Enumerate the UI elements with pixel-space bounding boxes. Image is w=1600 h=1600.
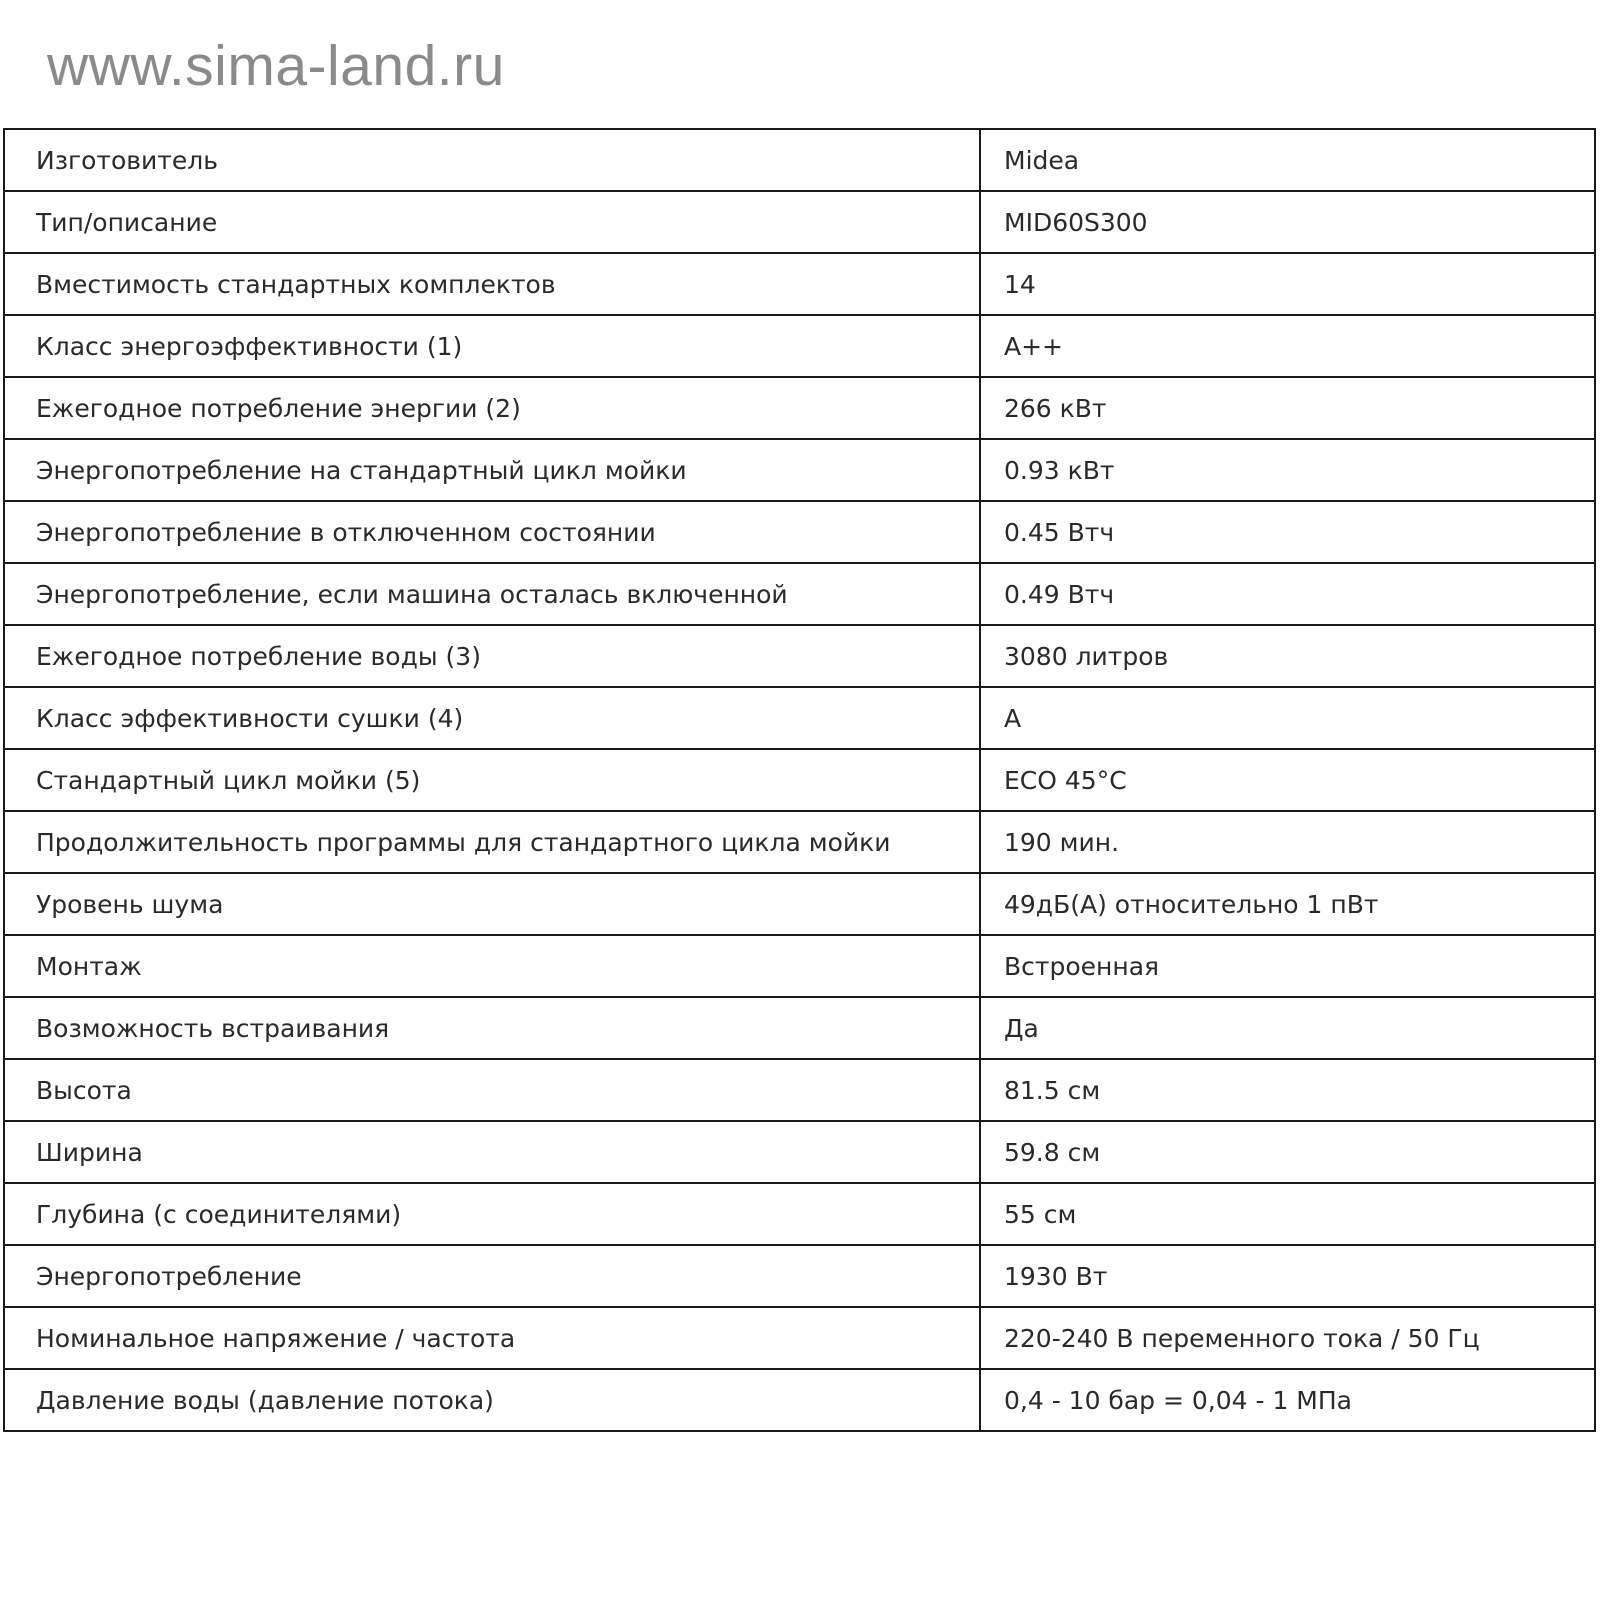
param-value: 190 мин. bbox=[980, 811, 1595, 873]
table-row bbox=[4, 687, 1595, 749]
param-value: 14 bbox=[980, 253, 1595, 315]
param-name: Тип/описание bbox=[4, 191, 980, 253]
param-value: 0.93 кВт bbox=[980, 439, 1595, 501]
param-value: 49дБ(А) относительно 1 пВт bbox=[980, 873, 1595, 935]
param-name: Ежегодное потребление воды (3) bbox=[4, 625, 980, 687]
table-row bbox=[4, 191, 1595, 253]
param-name: Энергопотребление, если машина осталась включенной bbox=[4, 563, 980, 625]
param-name: Глубина (с соединителями) bbox=[4, 1183, 980, 1245]
table-row bbox=[4, 1183, 1595, 1245]
param-value: 0,4 - 10 бар = 0,04 - 1 МПа bbox=[980, 1369, 1595, 1431]
table-row bbox=[4, 811, 1595, 873]
table-row bbox=[4, 1369, 1595, 1431]
param-name: Энергопотребление bbox=[4, 1245, 980, 1307]
param-name: Энергопотребление в отключенном состоянии bbox=[4, 501, 980, 563]
param-name: Класс эффективности сушки (4) bbox=[4, 687, 980, 749]
param-value: 220-240 В переменного тока / 50 Гц bbox=[980, 1307, 1595, 1369]
param-name: Ежегодное потребление энергии (2) bbox=[4, 377, 980, 439]
table-row bbox=[4, 129, 1595, 191]
table-row bbox=[4, 873, 1595, 935]
param-name: Номинальное напряжение / частота bbox=[4, 1307, 980, 1369]
param-name: Уровень шума bbox=[4, 873, 980, 935]
param-name: Вместимость стандартных комплектов bbox=[4, 253, 980, 315]
table-row bbox=[4, 997, 1595, 1059]
param-name: Изготовитель bbox=[4, 129, 980, 191]
param-name: Высота bbox=[4, 1059, 980, 1121]
param-value: Midea bbox=[980, 129, 1595, 191]
param-name: Возможность встраивания bbox=[4, 997, 980, 1059]
table-row bbox=[4, 1245, 1595, 1307]
watermark-site-url: www.sima-land.ru bbox=[47, 34, 505, 98]
param-name: Стандартный цикл мойки (5) bbox=[4, 749, 980, 811]
table-row bbox=[4, 935, 1595, 997]
param-value: 1930 Вт bbox=[980, 1245, 1595, 1307]
param-value: 81.5 см bbox=[980, 1059, 1595, 1121]
param-value: A bbox=[980, 687, 1595, 749]
param-value: 266 кВт bbox=[980, 377, 1595, 439]
param-value: 0.49 Втч bbox=[980, 563, 1595, 625]
param-value: 3080 литров bbox=[980, 625, 1595, 687]
table-row bbox=[4, 253, 1595, 315]
param-name: Продолжительность программы для стандартного цикла мойки bbox=[4, 811, 980, 873]
param-value: A++ bbox=[980, 315, 1595, 377]
param-name: Энергопотребление на стандартный цикл мойки bbox=[4, 439, 980, 501]
param-name: Монтаж bbox=[4, 935, 980, 997]
table-row bbox=[4, 377, 1595, 439]
table-row bbox=[4, 1307, 1595, 1369]
table-row bbox=[4, 501, 1595, 563]
param-name: Ширина bbox=[4, 1121, 980, 1183]
table-row bbox=[4, 563, 1595, 625]
param-value: Да bbox=[980, 997, 1595, 1059]
param-value: Встроенная bbox=[980, 935, 1595, 997]
param-value: ECO 45°C bbox=[980, 749, 1595, 811]
table-row bbox=[4, 315, 1595, 377]
table-row bbox=[4, 1121, 1595, 1183]
param-name: Класс энергоэффективности (1) bbox=[4, 315, 980, 377]
table-row bbox=[4, 439, 1595, 501]
table-row bbox=[4, 749, 1595, 811]
table-row bbox=[4, 625, 1595, 687]
table-row bbox=[4, 1059, 1595, 1121]
param-value: 55 см bbox=[980, 1183, 1595, 1245]
spec-table bbox=[3, 128, 1596, 1432]
param-value: 59.8 см bbox=[980, 1121, 1595, 1183]
param-name: Давление воды (давление потока) bbox=[4, 1369, 980, 1431]
param-value: MID60S300 bbox=[980, 191, 1595, 253]
param-value: 0.45 Втч bbox=[980, 501, 1595, 563]
